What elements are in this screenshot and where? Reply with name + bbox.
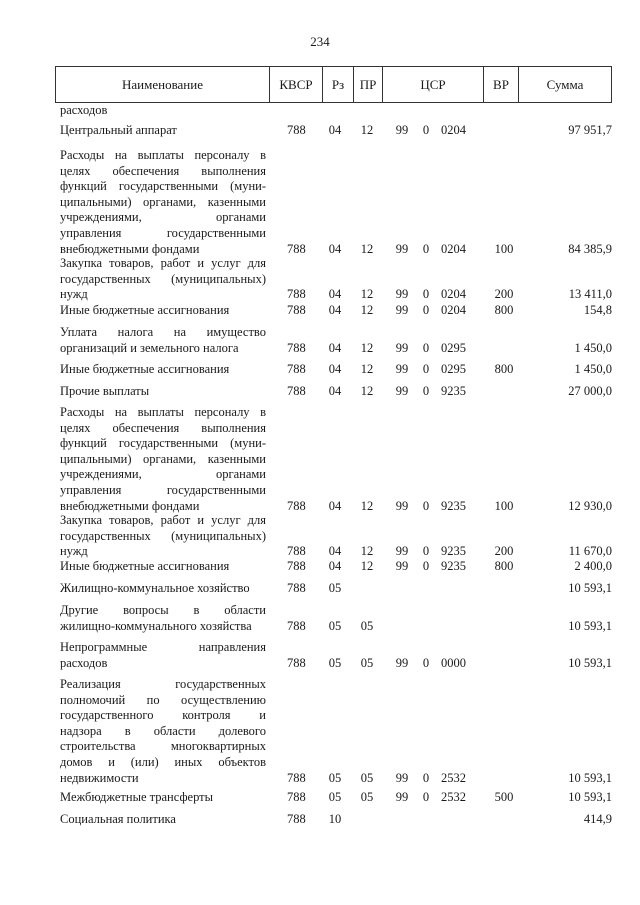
row-name <box>60 790 266 806</box>
row-csr-program: 99 <box>395 241 409 256</box>
row-pr: 12 <box>360 498 374 513</box>
row-name-line: Жилищно-коммунальное хозяйство <box>60 581 250 595</box>
row-rz: 04 <box>328 241 342 256</box>
row-sum: 27 000,0 <box>568 384 612 398</box>
row-kvsr: 788 <box>287 770 306 785</box>
row-sum: 84 385,9 <box>568 241 612 256</box>
row-sum: 12 930,0 <box>568 498 612 513</box>
row-csr-sub: 0 <box>422 340 430 355</box>
row-name-line: Иные бюджетные ассигнования <box>60 362 230 376</box>
row-csr-sub: 0 <box>422 770 430 785</box>
row-name <box>60 362 266 378</box>
row-rz: 05 <box>328 581 342 595</box>
row-rz: 05 <box>328 790 342 804</box>
row-name-line: расходов <box>60 103 108 117</box>
row-name <box>60 677 266 786</box>
row-kvsr: 788 <box>287 287 306 302</box>
row-csr-code: 0204 <box>441 287 466 302</box>
row-csr-sub: 0 <box>422 498 430 513</box>
row-name-line: Иные бюджетные ассигнования <box>60 559 230 573</box>
row-sum: 11 670,0 <box>568 544 612 559</box>
row-pr: 12 <box>360 362 374 376</box>
row-name-line: функций государственными (муни- <box>60 436 266 451</box>
row-vr: 200 <box>494 287 514 302</box>
row-rz: 04 <box>328 544 342 559</box>
row-name-line: управления государственными <box>60 482 266 497</box>
row-csr-sub: 0 <box>422 287 430 302</box>
row-rz: 10 <box>328 812 342 826</box>
row-kvsr: 788 <box>287 241 306 256</box>
row-sum: 10 593,1 <box>568 655 612 670</box>
row-name <box>60 384 266 400</box>
row-kvsr: 788 <box>287 303 306 317</box>
row-name-line: недвижимости <box>60 770 139 785</box>
row-pr: 12 <box>360 287 374 302</box>
row-kvsr: 788 <box>287 812 306 826</box>
row-pr: 12 <box>360 340 374 355</box>
row-csr-code: 9235 <box>441 559 466 573</box>
row-name-line: управления государственными <box>60 225 266 240</box>
row-pr: 12 <box>360 544 374 559</box>
row-csr-code: 0000 <box>441 655 466 670</box>
row-name-line: Непрограммные направления <box>60 640 266 654</box>
row-name-line: целях обеспечения выполнения <box>60 163 266 178</box>
row-name <box>60 603 266 634</box>
table-header <box>55 66 612 103</box>
row-csr-program: 99 <box>395 559 409 573</box>
row-pr: 05 <box>360 618 374 633</box>
row-pr: 05 <box>360 655 374 670</box>
row-kvsr: 788 <box>287 544 306 559</box>
row-name <box>60 103 266 119</box>
row-csr-program: 99 <box>395 340 409 355</box>
row-csr-sub: 0 <box>422 362 430 376</box>
row-kvsr: 788 <box>287 362 306 376</box>
row-pr: 12 <box>360 384 374 398</box>
row-vr: 500 <box>494 790 514 804</box>
row-name-line: ципальными) органами, казенными <box>60 194 266 209</box>
row-vr: 800 <box>494 303 514 317</box>
row-csr-code: 0204 <box>441 123 466 137</box>
row-csr-code: 2532 <box>441 770 466 785</box>
row-name-line: Реализация государственных <box>60 677 266 691</box>
row-name-line: Закупка товаров, работ и услуг для <box>60 513 266 527</box>
row-sum: 1 450,0 <box>574 362 612 376</box>
row-csr-sub: 0 <box>422 544 430 559</box>
row-csr-program: 99 <box>395 303 409 317</box>
row-name <box>60 325 266 356</box>
row-sum: 1 450,0 <box>574 340 612 355</box>
row-csr-sub: 0 <box>422 655 430 670</box>
row-sum: 154,8 <box>583 303 612 317</box>
row-csr-sub: 0 <box>422 303 430 317</box>
row-name <box>60 123 266 139</box>
row-csr-code: 0295 <box>441 362 466 376</box>
row-name-line: внебюджетными фондами <box>60 498 200 513</box>
row-sum: 10 593,1 <box>568 618 612 633</box>
row-kvsr: 788 <box>287 790 306 804</box>
row-csr-sub: 0 <box>422 123 430 137</box>
row-name-line: Центральный аппарат <box>60 123 177 137</box>
row-rz: 04 <box>328 384 342 398</box>
row-pr: 12 <box>360 303 374 317</box>
header-rz: Рз <box>323 67 354 102</box>
row-name <box>60 256 266 303</box>
row-sum: 414,9 <box>583 812 612 826</box>
row-csr-program: 99 <box>395 544 409 559</box>
row-name-line: нужд <box>60 544 88 559</box>
row-vr: 100 <box>494 498 514 513</box>
header-kvsr: КВСР <box>270 67 323 102</box>
row-name-line: домов и (или) иных объектов <box>60 754 266 769</box>
row-csr-program: 99 <box>395 655 409 670</box>
row-vr: 100 <box>494 241 514 256</box>
row-rz: 04 <box>328 303 342 317</box>
row-csr-code: 9235 <box>441 384 466 398</box>
row-kvsr: 788 <box>287 498 306 513</box>
row-name-line: расходов <box>60 655 108 670</box>
row-csr-code: 0204 <box>441 241 466 256</box>
row-csr-code: 9235 <box>441 544 466 559</box>
row-name <box>60 405 266 514</box>
row-csr-program: 99 <box>395 790 409 804</box>
row-pr: 12 <box>360 123 374 137</box>
row-name <box>60 513 266 560</box>
row-name-line: Расходы на выплаты персоналу в <box>60 405 266 419</box>
row-kvsr: 788 <box>287 581 306 595</box>
row-rz: 04 <box>328 362 342 376</box>
header-pr: ПР <box>354 67 383 102</box>
row-kvsr: 788 <box>287 384 306 398</box>
row-sum: 2 400,0 <box>574 559 612 573</box>
row-name-line: нужд <box>60 287 88 302</box>
row-csr-sub: 0 <box>422 241 430 256</box>
row-csr-sub: 0 <box>422 790 430 804</box>
row-name <box>60 303 266 319</box>
row-name-line: полномочий по осуществлению <box>60 692 266 707</box>
row-csr-code: 2532 <box>441 790 466 804</box>
row-vr: 800 <box>494 362 514 376</box>
row-sum: 97 951,7 <box>568 123 612 137</box>
row-rz: 05 <box>328 655 342 670</box>
row-name-line: Другие вопросы в области <box>60 603 266 617</box>
row-name-line: организаций и земельного налога <box>60 340 239 355</box>
row-rz: 04 <box>328 123 342 137</box>
row-sum: 10 593,1 <box>568 581 612 595</box>
row-csr-code: 9235 <box>441 498 466 513</box>
row-name-line: Уплата налога на имущество <box>60 325 266 339</box>
row-rz: 04 <box>328 498 342 513</box>
row-name-line: ципальными) органами, казенными <box>60 451 266 466</box>
header-vr: ВР <box>484 67 519 102</box>
row-name-line: государственных (муниципальных) <box>60 271 266 286</box>
row-csr-program: 99 <box>395 498 409 513</box>
row-csr-program: 99 <box>395 362 409 376</box>
row-name <box>60 559 266 575</box>
header-sum: Сумма <box>546 76 584 92</box>
row-name-line: государственного контроля и <box>60 708 266 723</box>
row-name <box>60 640 266 671</box>
row-name-line: учреждениями, органами <box>60 467 266 482</box>
header-csr: ЦСР <box>383 67 484 102</box>
row-csr-program: 99 <box>395 770 409 785</box>
row-name-line: Закупка товаров, работ и услуг для <box>60 256 266 270</box>
row-sum: 10 593,1 <box>568 790 612 804</box>
row-name-line: надзора в области долевого <box>60 723 266 738</box>
row-name-line: Иные бюджетные ассигнования <box>60 303 230 317</box>
row-name-line: Расходы на выплаты персоналу в <box>60 148 266 162</box>
row-pr: 12 <box>360 241 374 256</box>
header-name: Наименование <box>56 67 270 102</box>
row-name <box>60 581 266 597</box>
row-csr-program: 99 <box>395 384 409 398</box>
row-kvsr: 788 <box>287 340 306 355</box>
row-rz: 04 <box>328 340 342 355</box>
row-csr-code: 0204 <box>441 303 466 317</box>
row-kvsr: 788 <box>287 559 306 573</box>
row-name-line: внебюджетными фондами <box>60 241 200 256</box>
row-pr: 12 <box>360 559 374 573</box>
row-name-line: жилищно-коммунального хозяйства <box>60 618 252 633</box>
row-csr-code: 0295 <box>441 340 466 355</box>
row-name-line: функций государственными (муни- <box>60 179 266 194</box>
row-csr-program: 99 <box>395 123 409 137</box>
row-name <box>60 812 266 828</box>
row-name-line: Прочие выплаты <box>60 384 150 398</box>
page-number: 234 <box>310 34 330 49</box>
row-name-line: строительства многоквартирных <box>60 739 266 754</box>
row-name-line: Межбюджетные трансферты <box>60 790 214 804</box>
row-name-line: государственных (муниципальных) <box>60 528 266 543</box>
row-name-line: учреждениями, органами <box>60 210 266 225</box>
row-pr: 05 <box>360 770 374 785</box>
row-name-line: Социальная политика <box>60 812 176 826</box>
row-kvsr: 788 <box>287 123 306 137</box>
row-csr-program: 99 <box>395 287 409 302</box>
row-rz: 05 <box>328 770 342 785</box>
row-name <box>60 148 266 257</box>
row-vr: 200 <box>494 544 514 559</box>
row-vr: 800 <box>494 559 514 573</box>
row-kvsr: 788 <box>287 655 306 670</box>
row-kvsr: 788 <box>287 618 306 633</box>
row-csr-sub: 0 <box>422 559 430 573</box>
row-rz: 05 <box>328 618 342 633</box>
row-rz: 04 <box>328 559 342 573</box>
row-sum: 10 593,1 <box>568 770 612 785</box>
row-rz: 04 <box>328 287 342 302</box>
row-name-line: целях обеспечения выполнения <box>60 420 266 435</box>
row-sum: 13 411,0 <box>568 287 612 302</box>
row-csr-sub: 0 <box>422 384 430 398</box>
row-pr: 05 <box>360 790 374 804</box>
